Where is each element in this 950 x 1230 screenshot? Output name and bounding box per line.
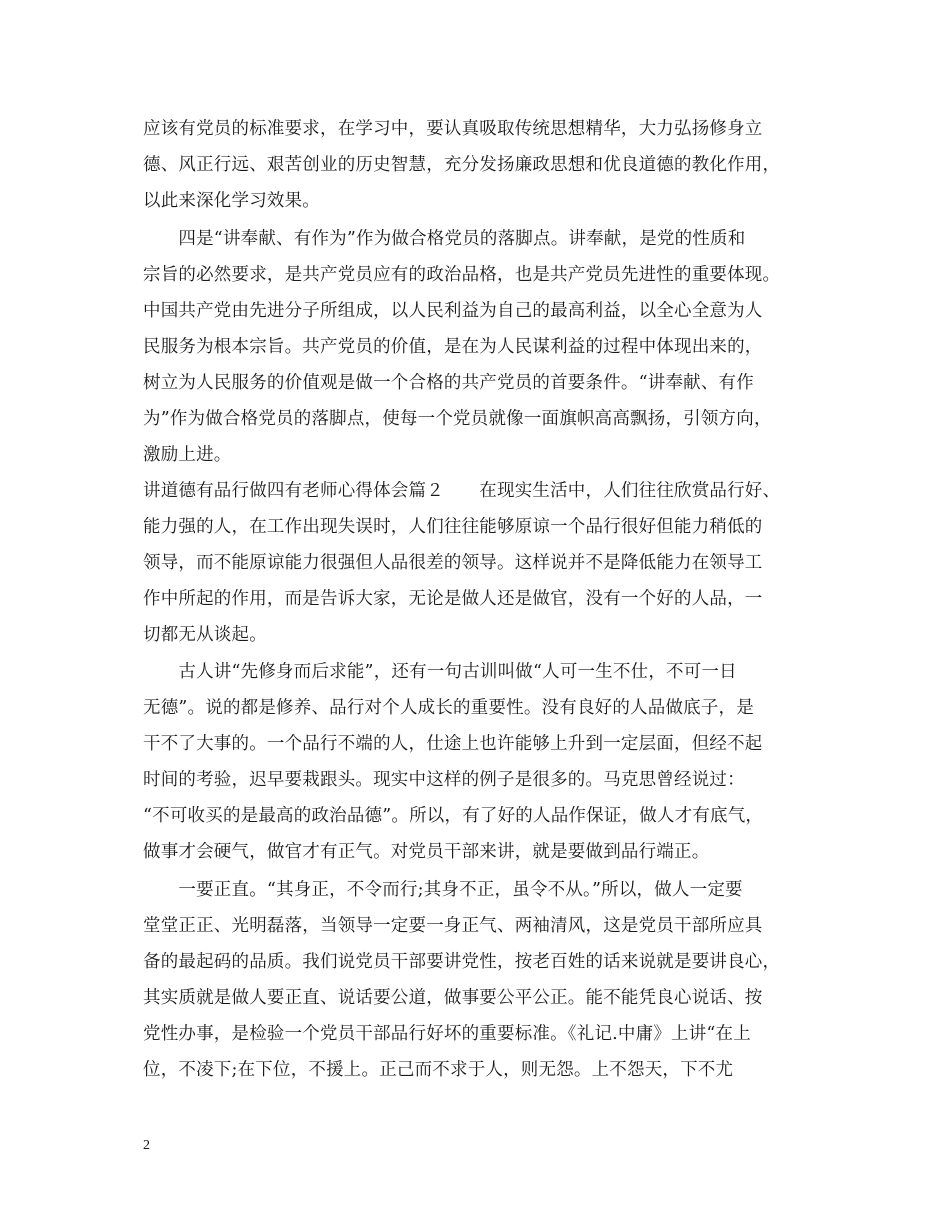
text-line: 四是“讲奉献、有作为”作为做合格党员的落脚点。讲奉献，是党的性质和 [143,229,746,249]
text-line: 德、风正行远、艰苦创业的历史智慧，充分发扬廉政思想和优良道德的教化作用， [143,155,781,175]
text-line: 其实质就是做人要正直、说话要公道，做事要公平公正。能不能凭良心说话、按 [143,988,763,1008]
page-number: 2 [143,1138,150,1153]
text-line: 宗旨的必然要求，是共产党员应有的政治品格，也是共产党员先进性的重要体现。 [143,265,781,285]
text-line: 党性办事，是检验一个党员干部品行好坏的重要标准。《礼记.中庸》上讲“在上 [143,1024,751,1044]
section-heading-line: 讲道德有品行做四有老师心得体会篇２ 在现实生活中，人们往往欣赏品行好、 [143,481,781,501]
text-line: 民服务为根本宗旨。共产党员的价值，是在为人民谋利益的过程中体现出来的， [143,337,763,357]
text-line: “不可收买的是最高的政治品德”。所以，有了好的人品作保证，做人才有底气， [143,806,764,826]
text-line: 堂堂正正、光明磊落，当领导一定要一身正气、两袖清风，这是党员干部所应具 [143,916,763,936]
text-line: 中国共产党由先进分子所组成，以人民利益为自己的最高利益，以全心全意为人 [143,301,763,321]
text-line: 无德”。说的都是修养、品行对个人成长的重要性。没有良好的人品做底子，是 [143,698,754,718]
text-line: 切都无从谈起。 [143,625,267,645]
text-line: 位，不凌下;在下位，不援上。正己而不求于人，则无怨。上不怨天，下不尤 [143,1060,734,1080]
text-line: 应该有党员的标准要求，在学习中，要认真吸取传统思想精华，大力弘扬修身立 [143,119,763,139]
text-line: 作中所起的作用，而是告诉大家，无论是做人还是做官，没有一个好的人品，一 [143,589,763,609]
text-line: 激励上进。 [143,445,232,465]
text-line: 树立为人民服务的价值观是做一个合格的共产党员的首要条件。“讲奉献、有作 [143,373,754,393]
text-line: 古人讲“先修身而后求能”，还有一句古训叫做“人可一生不仕，不可一日 [143,662,737,682]
text-line: 备的最起码的品质。我们说党员干部要讲党性，按老百姓的话来说就是要讲良心， [143,952,781,972]
text-line: 为”作为做合格党员的落脚点，使每一个党员就像一面旗帜高高飘扬，引领方向， [143,409,772,429]
text-line: 能力强的人，在工作出现失误时，人们往往能够原谅一个品行很好但能力稍低的 [143,517,763,537]
text-line: 一要正直。“其身正，不令而行;其身不正，虽令不从。”所以，做人一定要 [143,880,743,900]
text-line: 做事才会硬气，做官才有正气。对党员干部来讲，就是要做到品行端正。 [143,842,710,862]
text-line: 领导，而不能原谅能力很强但人品很差的领导。这样说并不是降低能力在领导工 [143,553,763,573]
text-line: 以此来深化学习效果。 [143,191,320,211]
text-line: 干不了大事的。一个品行不端的人，仕途上也许能够上升到一定层面，但经不起 [143,734,763,754]
text-line: 时间的考验，迟早要栽跟头。现实中这样的例子是很多的。马克思曾经说过： [143,770,745,790]
